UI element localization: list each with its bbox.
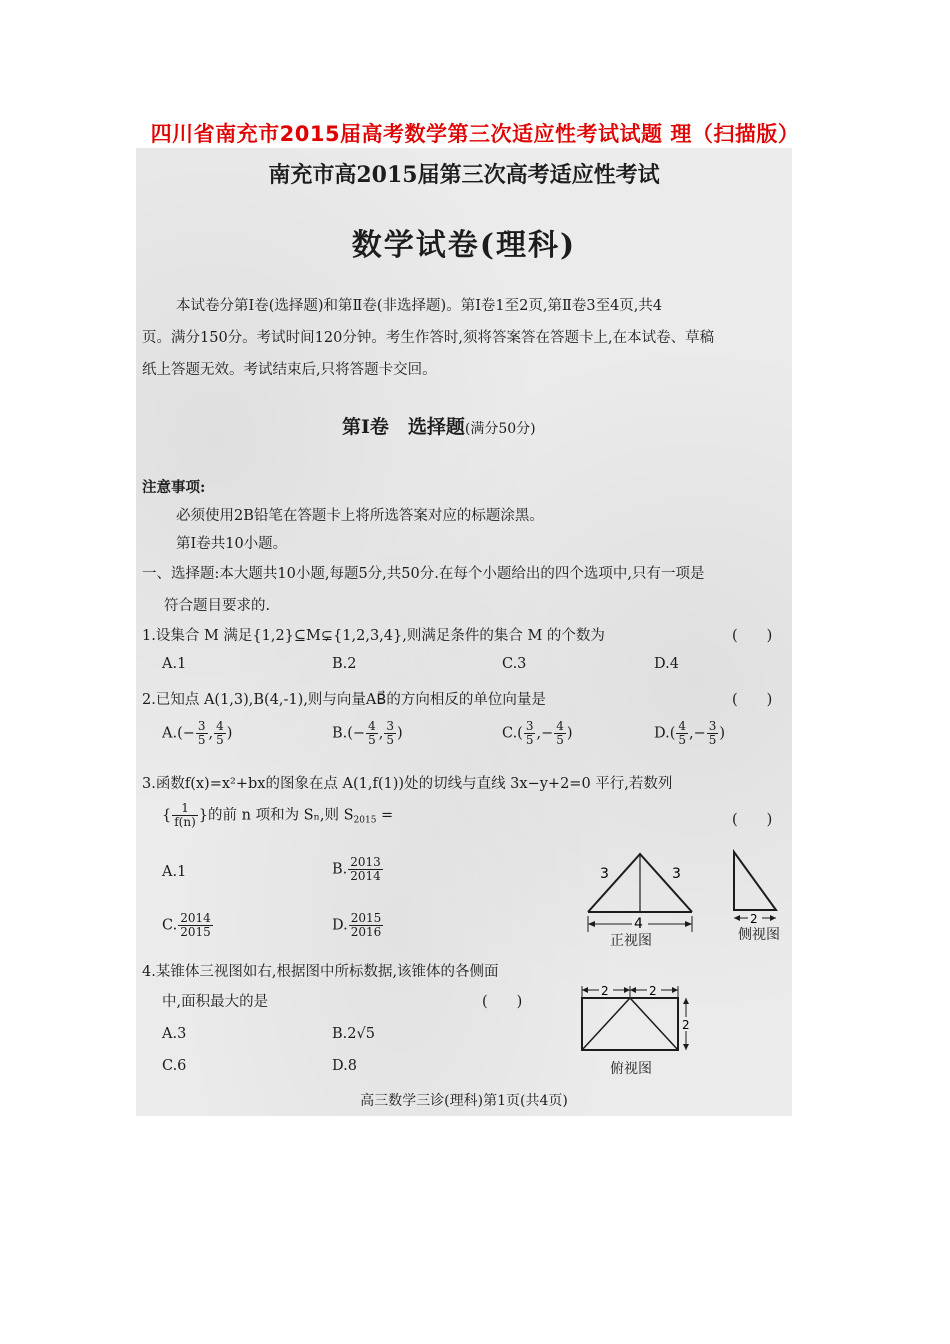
- question-1-option-c: C.3: [502, 656, 527, 672]
- front-view-right-edge-label: 3: [672, 866, 681, 882]
- question-3-stem: 3.函数f(x)=x²+bx的图象在点 A(1,f(1))处的切线与直线 3x−y+2=0 平行,若数列: [142, 776, 673, 792]
- front-view-figure: [582, 848, 706, 934]
- notice-line-2: 第Ⅰ卷共10小题。: [176, 536, 288, 552]
- question-4-option-b: B.2√5: [332, 1026, 375, 1042]
- intro-line-2: 页。满分150分。考试时间120分钟。考生作答时,须将答案答在答题卡上,在本试卷、草稿: [142, 330, 715, 346]
- question-3-option-c: C. $\frac{2014}{2015}$: [162, 911, 211, 939]
- question-1-answer-paren: ( ): [732, 628, 773, 644]
- top-view-height-label: 2: [682, 1018, 690, 1032]
- question-2-option-b: B.(− $\frac{4}{5}$ , $\frac{3}{5}$ ): [332, 719, 403, 747]
- page-footer: 高三数学三诊(理科)第1页(共4页): [360, 1093, 568, 1109]
- front-view-caption: 正视图: [610, 933, 652, 949]
- question-1-option-d: D.4: [654, 656, 679, 672]
- question-3-option-d: D. $\frac{2015}{2016}$: [332, 911, 382, 939]
- section-score-note: (满分50分): [464, 421, 536, 437]
- document-title: 四川省南充市2015届高考数学第三次适应性考试试题 理（扫描版）: [150, 122, 800, 146]
- notice-line-1: 必须使用2B铅笔在答题卡上将所选答案对应的标题涂黑。: [176, 508, 544, 524]
- top-view-left-width-label: 2: [601, 984, 609, 998]
- top-view-caption: 俯视图: [610, 1061, 652, 1077]
- notice-heading: 注意事项:: [142, 479, 206, 496]
- scanned-exam-page: [136, 148, 792, 1116]
- side-view-figure: [726, 848, 784, 928]
- question-2-option-d: D.( $\frac{4}{5}$ ,− $\frac{3}{5}$ ): [654, 719, 726, 747]
- front-view-base-label: 4: [634, 916, 643, 932]
- side-view-base-label: 2: [750, 912, 758, 926]
- question-1-option-a: A.1: [162, 656, 187, 672]
- question-3-answer-paren: ( ): [732, 812, 773, 828]
- instructions-line-2: 符合题目要求的.: [164, 598, 271, 614]
- question-4-option-d: D.8: [332, 1058, 357, 1074]
- question-2-option-c: C.( $\frac{3}{5}$ ,− $\frac{4}{5}$ ): [502, 719, 573, 747]
- question-1-option-b: B.2: [332, 656, 357, 672]
- top-view-right-width-label: 2: [649, 984, 657, 998]
- subject-title: 数学试卷(理科): [351, 228, 577, 263]
- question-4-option-a: A.3: [162, 1026, 187, 1042]
- instructions-line-1: 一、选择题:本大题共10小题,每题5分,共50分.在每个小题给出的四个选项中,只有一项是: [142, 566, 705, 582]
- side-view-caption: 侧视图: [738, 927, 780, 943]
- intro-line-3: 纸上答题无效。考试结束后,只将答题卡交回。: [142, 362, 437, 378]
- intro-line-1: 本试卷分第Ⅰ卷(选择题)和第Ⅱ卷(非选择题)。第Ⅰ卷1至2页,第Ⅱ卷3至4页,共4: [176, 298, 663, 314]
- question-2-stem: 2.已知点 A(1,3),B(4,-1),则与向量AB⃗的方向相反的单位向量是: [142, 692, 546, 708]
- top-view-figure: [576, 984, 696, 1058]
- question-1-stem: 1.设集合 M 满足{1,2}⊆M⊊{1,2,3,4},则满足条件的集合 M 的个数为: [142, 628, 605, 644]
- section-title: [342, 412, 536, 439]
- section-title-text: 第Ⅰ卷 选择题: [342, 416, 465, 438]
- question-3-option-a: A.1: [162, 864, 187, 880]
- question-2-option-a: A.(− $\frac{3}{5}$ , $\frac{4}{5}$ ): [162, 719, 233, 747]
- front-view-left-edge-label: 3: [600, 866, 609, 882]
- question-4-answer-paren: ( ): [482, 994, 523, 1010]
- question-3-stem-line-2: { $\frac{1}{f(n)}$ }的前 n 项和为 Sₙ,则 $S_{2015}$ =: [162, 801, 394, 829]
- exam-title: 南充市高2015届第三次高考适应性考试: [268, 162, 660, 188]
- question-4-stem: 4.某锥体三视图如右,根据图中所标数据,该锥体的各侧面: [142, 964, 499, 980]
- question-3-option-b: B. $\frac{2013}{2014}$: [332, 855, 381, 883]
- question-4-stem-line-2: 中,面积最大的是: [162, 994, 269, 1010]
- question-2-answer-paren: ( ): [732, 692, 773, 708]
- question-4-option-c: C.6: [162, 1058, 187, 1074]
